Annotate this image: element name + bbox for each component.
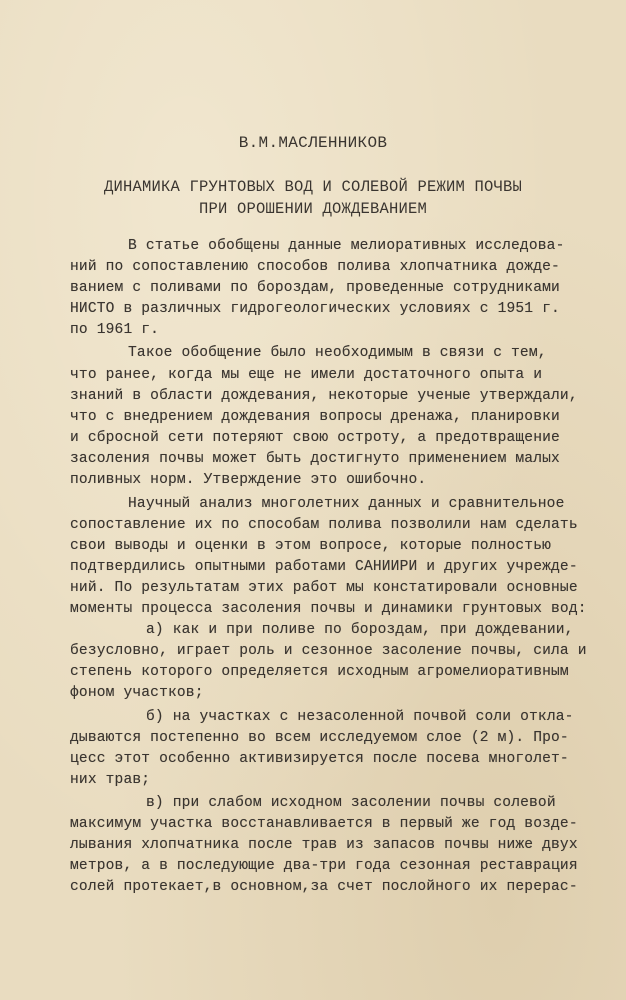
text-line: цесс этот особенно активизируется после посева многолет- (70, 751, 569, 767)
title-line: ПРИ ОРОШЕНИИ ДОЖДЕВАНИЕМ (198, 200, 428, 218)
text-line: лывания хлопчатника после трав из запасов почвы ниже двух (70, 837, 578, 853)
text-line: НИСТО в различных гидрогеологических условиях с 1951 г. (70, 301, 560, 317)
text-line: а) как и при поливе по бороздам, при дождевании, (146, 622, 574, 638)
text-line: максимум участка восстанавливается в первый же год возде- (70, 816, 578, 832)
author-name: В.М.МАСЛЕННИКОВ (238, 134, 388, 152)
text-line: фоном участков; (70, 685, 204, 701)
text-line: по 1961 г. (70, 322, 160, 338)
text-line: сопоставление их по способам полива позволили нам сделать (70, 517, 578, 533)
text-line: Такое обобщение было необходимым в связи с тем, (128, 345, 547, 361)
title-line: ДИНАМИКА ГРУНТОВЫХ ВОД И СОЛЕВОЙ РЕЖИМ ПОЧВЫ (103, 178, 523, 196)
text-line: засоления почвы может быть достигнуто применением малых (70, 451, 560, 467)
article-title (0, 176, 626, 220)
text-line: них трав; (70, 772, 151, 788)
text-line: ний по сопоставлению способов полива хлопчатника дожде- (70, 259, 560, 275)
text-line: что ранее, когда мы еще не имели достаточного опыта и (70, 367, 543, 383)
text-line: подтвердились опытными работами САНИИРИ и других учрежде- (70, 559, 578, 575)
text-line: и сбросной сети потеряют свою остроту, а предотвращение (70, 430, 560, 446)
text-line: дываются постепенно во всем исследуемом слое (2 м). Про- (70, 730, 569, 746)
text-line: В статье обобщены данные мелиоративных исследова- (128, 238, 565, 254)
text-line: степень которого определяется исходным агромелиоративным (70, 664, 569, 680)
text-line: метров, а в последующие два-три года сезонная реставрация (70, 858, 578, 874)
text-line: свои выводы и оценки в этом вопросе, которые полностью (70, 538, 552, 554)
text-line: поливных норм. Утверждение это ошибочно. (70, 472, 427, 488)
text-line: моменты процесса засоления почвы и динамики грунтовых вод: (70, 601, 587, 617)
text-line: б) на участках с незасоленной почвой соли откла- (146, 709, 574, 725)
text-line: что с внедрением дождевания вопросы дренажа, планировки (70, 409, 560, 425)
text-line: в) при слабом исходном засолении почвы солевой (146, 795, 556, 811)
text-line: ванием с поливами по бороздам, проведенные сотрудниками (70, 280, 560, 296)
text-line: знаний в области дождевания, некоторые ученые утверждали, (70, 388, 578, 404)
text-line: солей протекает,в основном,за счет послойного их перерас- (70, 879, 578, 895)
text-line: безусловно, играет роль и сезонное засоление почвы, сила и (70, 643, 587, 659)
text-line: ний. По результатам этих работ мы констатировали основные (70, 580, 578, 596)
text-line: Научный анализ многолетних данных и сравнительное (128, 496, 565, 512)
